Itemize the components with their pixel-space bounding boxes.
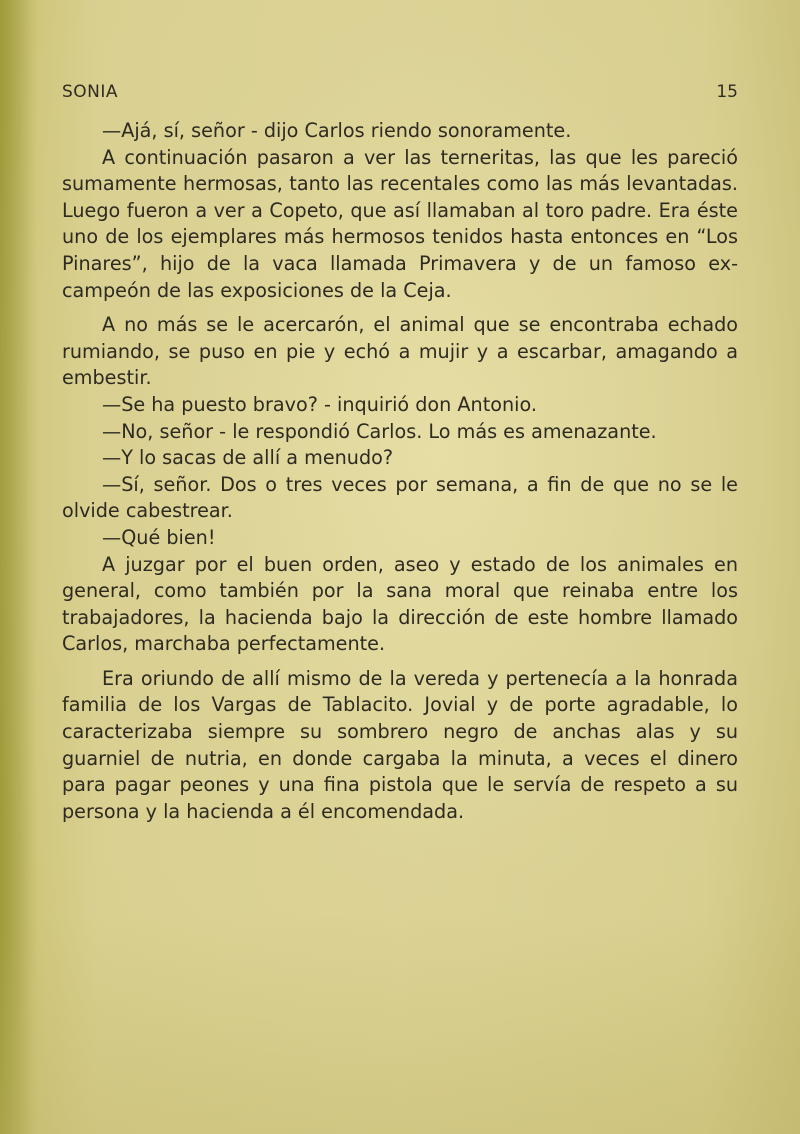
running-head-title: SONIA [62, 82, 119, 102]
paragraph: Era oriundo de allí mismo de la vereda y pertenecía a la honrada familia de los Vargas de Tablacito. Jovial y de porte agradable, lo caracterizaba siempre su sombrero negro de anchas alas y su guarniel de nutria, en donde cargaba la minuta, a veces el dinero para pagar peones y una fina pistola que le servía de respeto a su persona y la hacienda a él encomendada. [62, 666, 738, 823]
paragraph: A continuación pasaron a ver las terneritas, las que les pareció sumamente hermosas, tanto las recentales como las más levantadas. Luego fueron a ver a Copeto, que así llamaban al toro padre. Era éste uno de los ejemplares más hermosos tenidos hasta entonces en “Los Pinares”, hijo de la vaca llamada Primavera y de un famoso ex-campeón de las exposiciones de la Ceja. [62, 145, 738, 302]
paragraph: —Y lo sacas de allí a menudo? [102, 446, 394, 470]
body-text [62, 118, 738, 825]
paragraph: —Se ha puesto bravo? - inquirió don Antonio. [102, 392, 537, 416]
paragraph: A no más se le acercarón, el animal que se encontraba echado rumiando, se puso en pie y echó a mujir y a escarbar, amagando a embestir. [62, 313, 738, 390]
paragraph: —Ajá, sí, señor - dijo Carlos riendo sonoramente. [102, 119, 572, 142]
paragraph: —No, señor - le respondió Carlos. Lo más es amenazante. [102, 419, 657, 443]
paragraph: —Qué bien! [102, 525, 216, 549]
page-number: 15 [716, 82, 738, 102]
paragraph: A juzgar por el buen orden, aseo y estado de los animales en general, como también por la sana moral que reinaba entre los trabajadores, la hacienda bajo la dirección de este hombre llamado Carlos, marchaba perfectamente. [62, 552, 738, 656]
paragraph: —Sí, señor. Dos o tres veces por semana, a fin de que no se le olvide cabestrear. [62, 472, 738, 523]
running-head [62, 82, 738, 108]
paper-stain [0, 914, 800, 1134]
